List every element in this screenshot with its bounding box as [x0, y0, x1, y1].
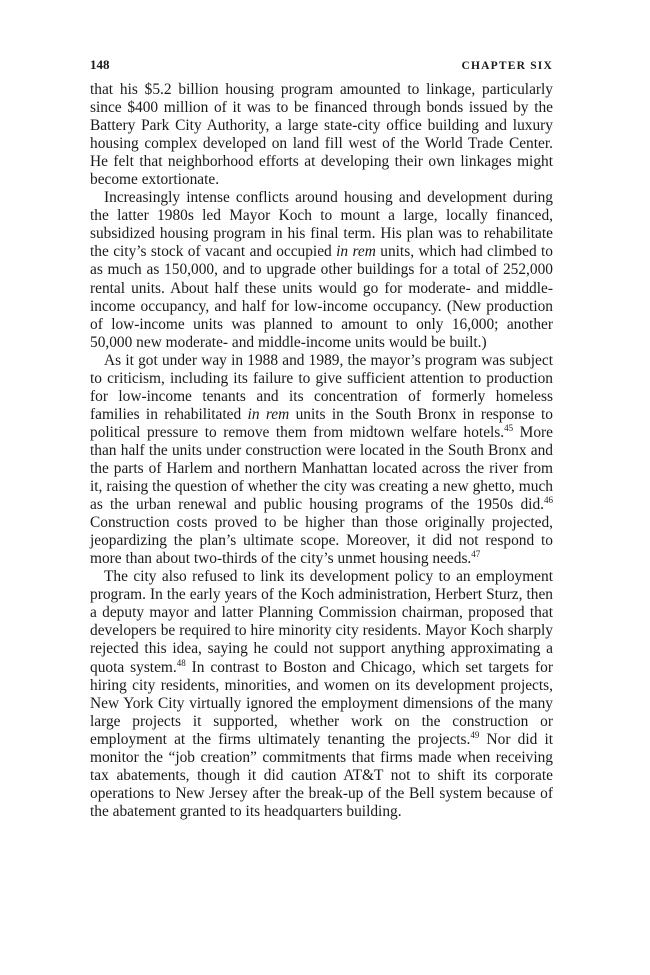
page-number: 148 [90, 57, 110, 72]
text-run: units, which had climbed to as much as 150,000, and to upgrade other buildings for a total of 252,000 rental units. About half these units would go for moderate- and middle-income occupancy, and half for low-income occupancy. (New production of low-income units was planned to amount to only 16,000; another 50,000 new moderate- and middle-income units would be built.) [90, 243, 553, 351]
chapter-title: CHAPTER SIX [461, 60, 553, 72]
text-run: Increasingly intense conflicts around housing and development during the latter 1980s led Mayor Koch to mount a large, locally financed, subsidized housing program in his final term. His plan was to rehabilitate the city’s stock of vacant and occupied [90, 189, 553, 261]
footnote-ref: 49 [470, 729, 480, 740]
footnote-ref: 48 [176, 657, 186, 668]
text-run: Nor did it monitor the “job creation” commitments that firms made when receiving tax abatements, though it did caution AT&T not to shift its corporate operations to New Jersey after the break-up of the Bell system because of the abatement granted to its headquarters building. [90, 730, 553, 820]
italic-term: in rem [336, 243, 376, 261]
footnote-ref: 45 [504, 422, 514, 433]
paragraph-2 [90, 189, 553, 351]
text-run: The city also refused to link its development policy to an employment program. In the early years of the Koch administration, Herbert Sturz, then a deputy mayor and latter Planning Commission chairman, proposed that developers be required to hire minority city residents. Mayor Koch sharply rejected this idea, saying he could not support anything approximating a quota system. [90, 568, 553, 676]
text-run: that his $5.2 billion housing program amounted to linkage, particularly since $400 million of it was to be financed through bonds issued by the Battery Park City Authority, a large state-city office building and luxury housing complex developed on land fill west of the World Trade Center. He felt that neighborhood efforts at developing their own linkages might become extortionate. [90, 81, 553, 189]
paragraph-3 [90, 352, 553, 569]
text-run: As it got under way in 1988 and 1989, the mayor’s program was subject to criticism, including its failure to give sufficient attention to production for low-income tenants and its concentration of formerly homeless families in rehabilitated [90, 351, 553, 423]
book-page [90, 57, 553, 821]
text-run: In contrast to Boston and Chicago, which set targets for hiring city residents, minorities, and women on its development projects, New York City virtually ignored the employment dimensions of the many large projects it supported, whether work on the construction or employment at the firms ultimately tenanting the projects. [90, 658, 553, 748]
paragraph-4 [90, 568, 553, 821]
italic-term: in rem [247, 405, 290, 423]
footnote-ref: 47 [471, 549, 481, 560]
running-head [90, 57, 553, 79]
paragraph-1 [90, 81, 553, 189]
footnote-ref: 46 [544, 495, 553, 506]
text-run: Construction costs proved to be higher than those originally projected, jeopardizing the plan’s ultimate scope. Moreover, it did not respond to more than about two-thirds of the city’s unmet housing needs. [90, 514, 553, 568]
body-text [90, 81, 553, 821]
text-run: units in the South Bronx in response to political pressure to remove them from midtown welfare hotels. [90, 405, 554, 441]
text-run: More than half the units under construction were located in the South Bronx and the parts of Harlem and northern Manhattan located across the river from it, raising the question of whether the city was creating a new ghetto, much as the urban renewal and public housing programs of the 1950s did. [90, 423, 553, 514]
